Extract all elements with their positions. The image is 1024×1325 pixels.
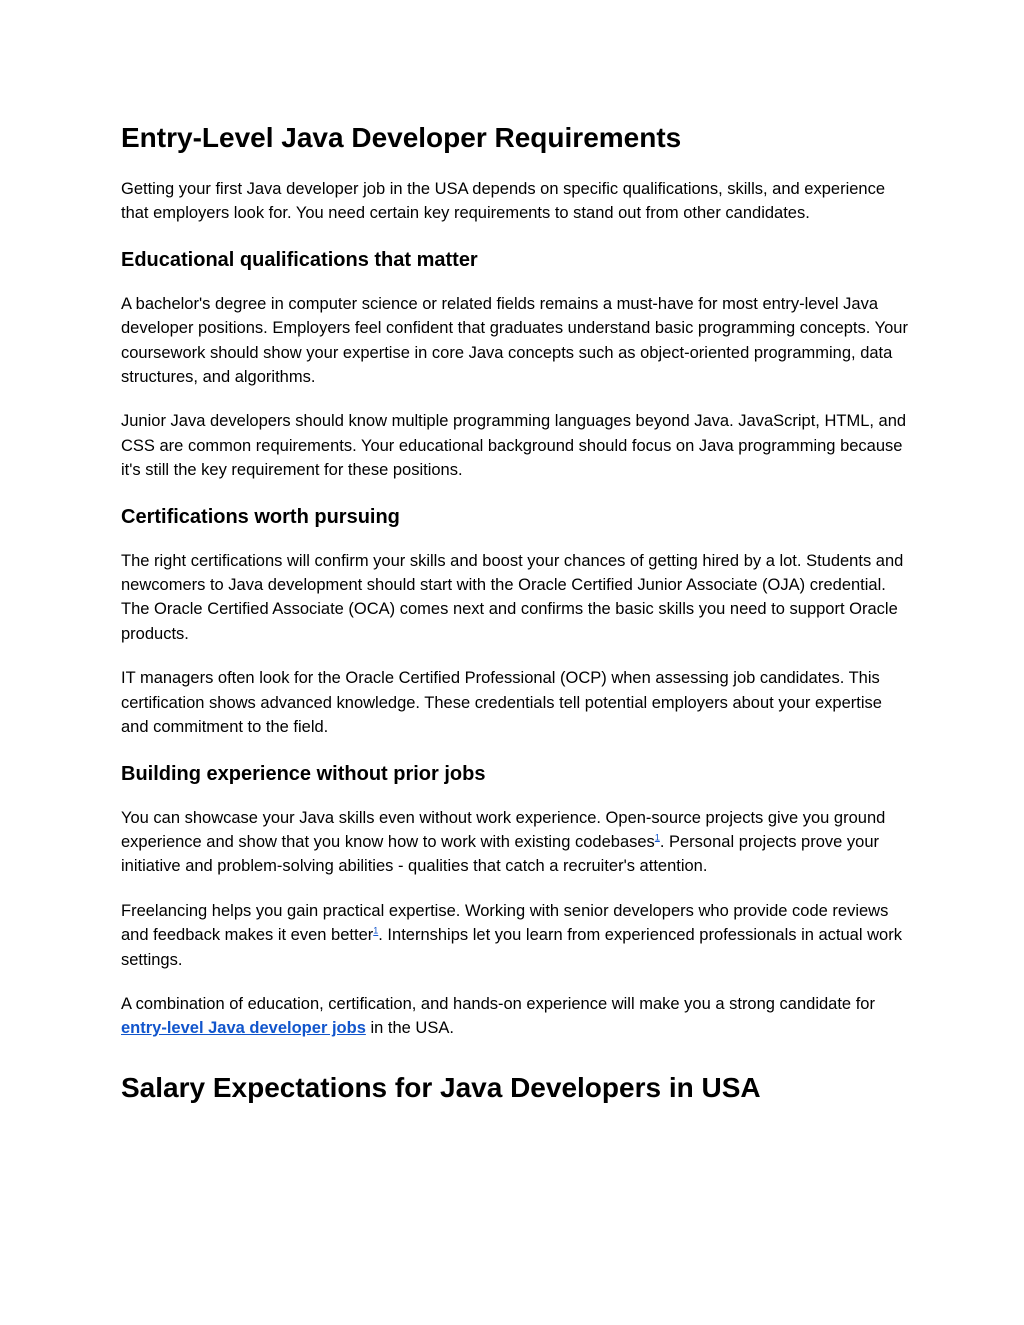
heading-certifications: Certifications worth pursuing	[121, 505, 400, 528]
section-title-salary: Salary Expectations for Java Developers in USA	[121, 1071, 761, 1103]
experience-p2-text-a: Freelancing helps you gain practical expertise. Working with senior developers who provide code reviews and feedback makes it even better	[121, 901, 889, 945]
certifications-paragraph-1: The right certifications will confirm your skills and boost your chances of getting hired by a lot. Students and newcomers to Java development should start with the Oracle Certified Junior Associate (OJA) credential. The Oracle Certified Associate (OCA) comes next and confirms the basic skills you need to support Oracle products.	[121, 551, 904, 643]
experience-paragraph-2	[121, 899, 911, 972]
document-content	[121, 119, 911, 1107]
education-paragraph-1: A bachelor's degree in computer science or related fields remains a must-have for most entry-level Java developer positions. Employers feel confident that graduates understand basic programming concepts. Your coursework should show your expertise in core Java concepts such as object-oriented programming, data structures, and algorithms.	[121, 294, 908, 387]
heading-experience: Building experience without prior jobs	[121, 762, 486, 785]
experience-p2-text-b: . Internships let you learn from experienced professionals in actual work settings.	[121, 926, 902, 969]
experience-paragraph-1	[121, 806, 911, 879]
footnote-ref-link[interactable]: 1	[373, 925, 379, 936]
heading-education: Educational qualifications that matter	[121, 248, 478, 271]
experience-paragraph-3	[121, 992, 911, 1041]
experience-p3-text-b: in the USA.	[365, 1019, 454, 1038]
experience-p1-text-b: . Personal projects prove your initiative and problem-solving abilities - qualities that catch a recruiter's attention.	[121, 832, 880, 876]
certifications-paragraph-2: IT managers often look for the Oracle Certified Professional (OCP) when assessing job candidates. This certification shows advanced knowledge. These credentials tell potential employers about your expertise and commitment to the field.	[121, 669, 882, 737]
education-paragraph-2: Junior Java developers should know multiple programming languages beyond Java. JavaScript, HTML, and CSS are common requirements. Your educational background should focus on Java programming because it's still the key requirement for these positions.	[121, 412, 907, 480]
experience-p1-text-a: You can showcase your Java skills even without work experience. Open-source projects give you ground experience and show that you know how to work with existing codebases	[121, 808, 886, 851]
intro-paragraph: Getting your first Java developer job in the USA depends on specific qualifications, skills, and experience that employers look for. You need certain key requirements to stand out from other candidates.	[121, 180, 886, 223]
experience-p3-text-a: A combination of education, certification, and hands-on experience will make you a strong candidate for	[121, 994, 875, 1013]
entry-level-jobs-link[interactable]: entry-level Java developer jobs	[121, 1019, 366, 1038]
section-title-requirements: Entry-Level Java Developer Requirements	[121, 122, 682, 153]
footnote-ref-link[interactable]: 1	[654, 832, 660, 843]
